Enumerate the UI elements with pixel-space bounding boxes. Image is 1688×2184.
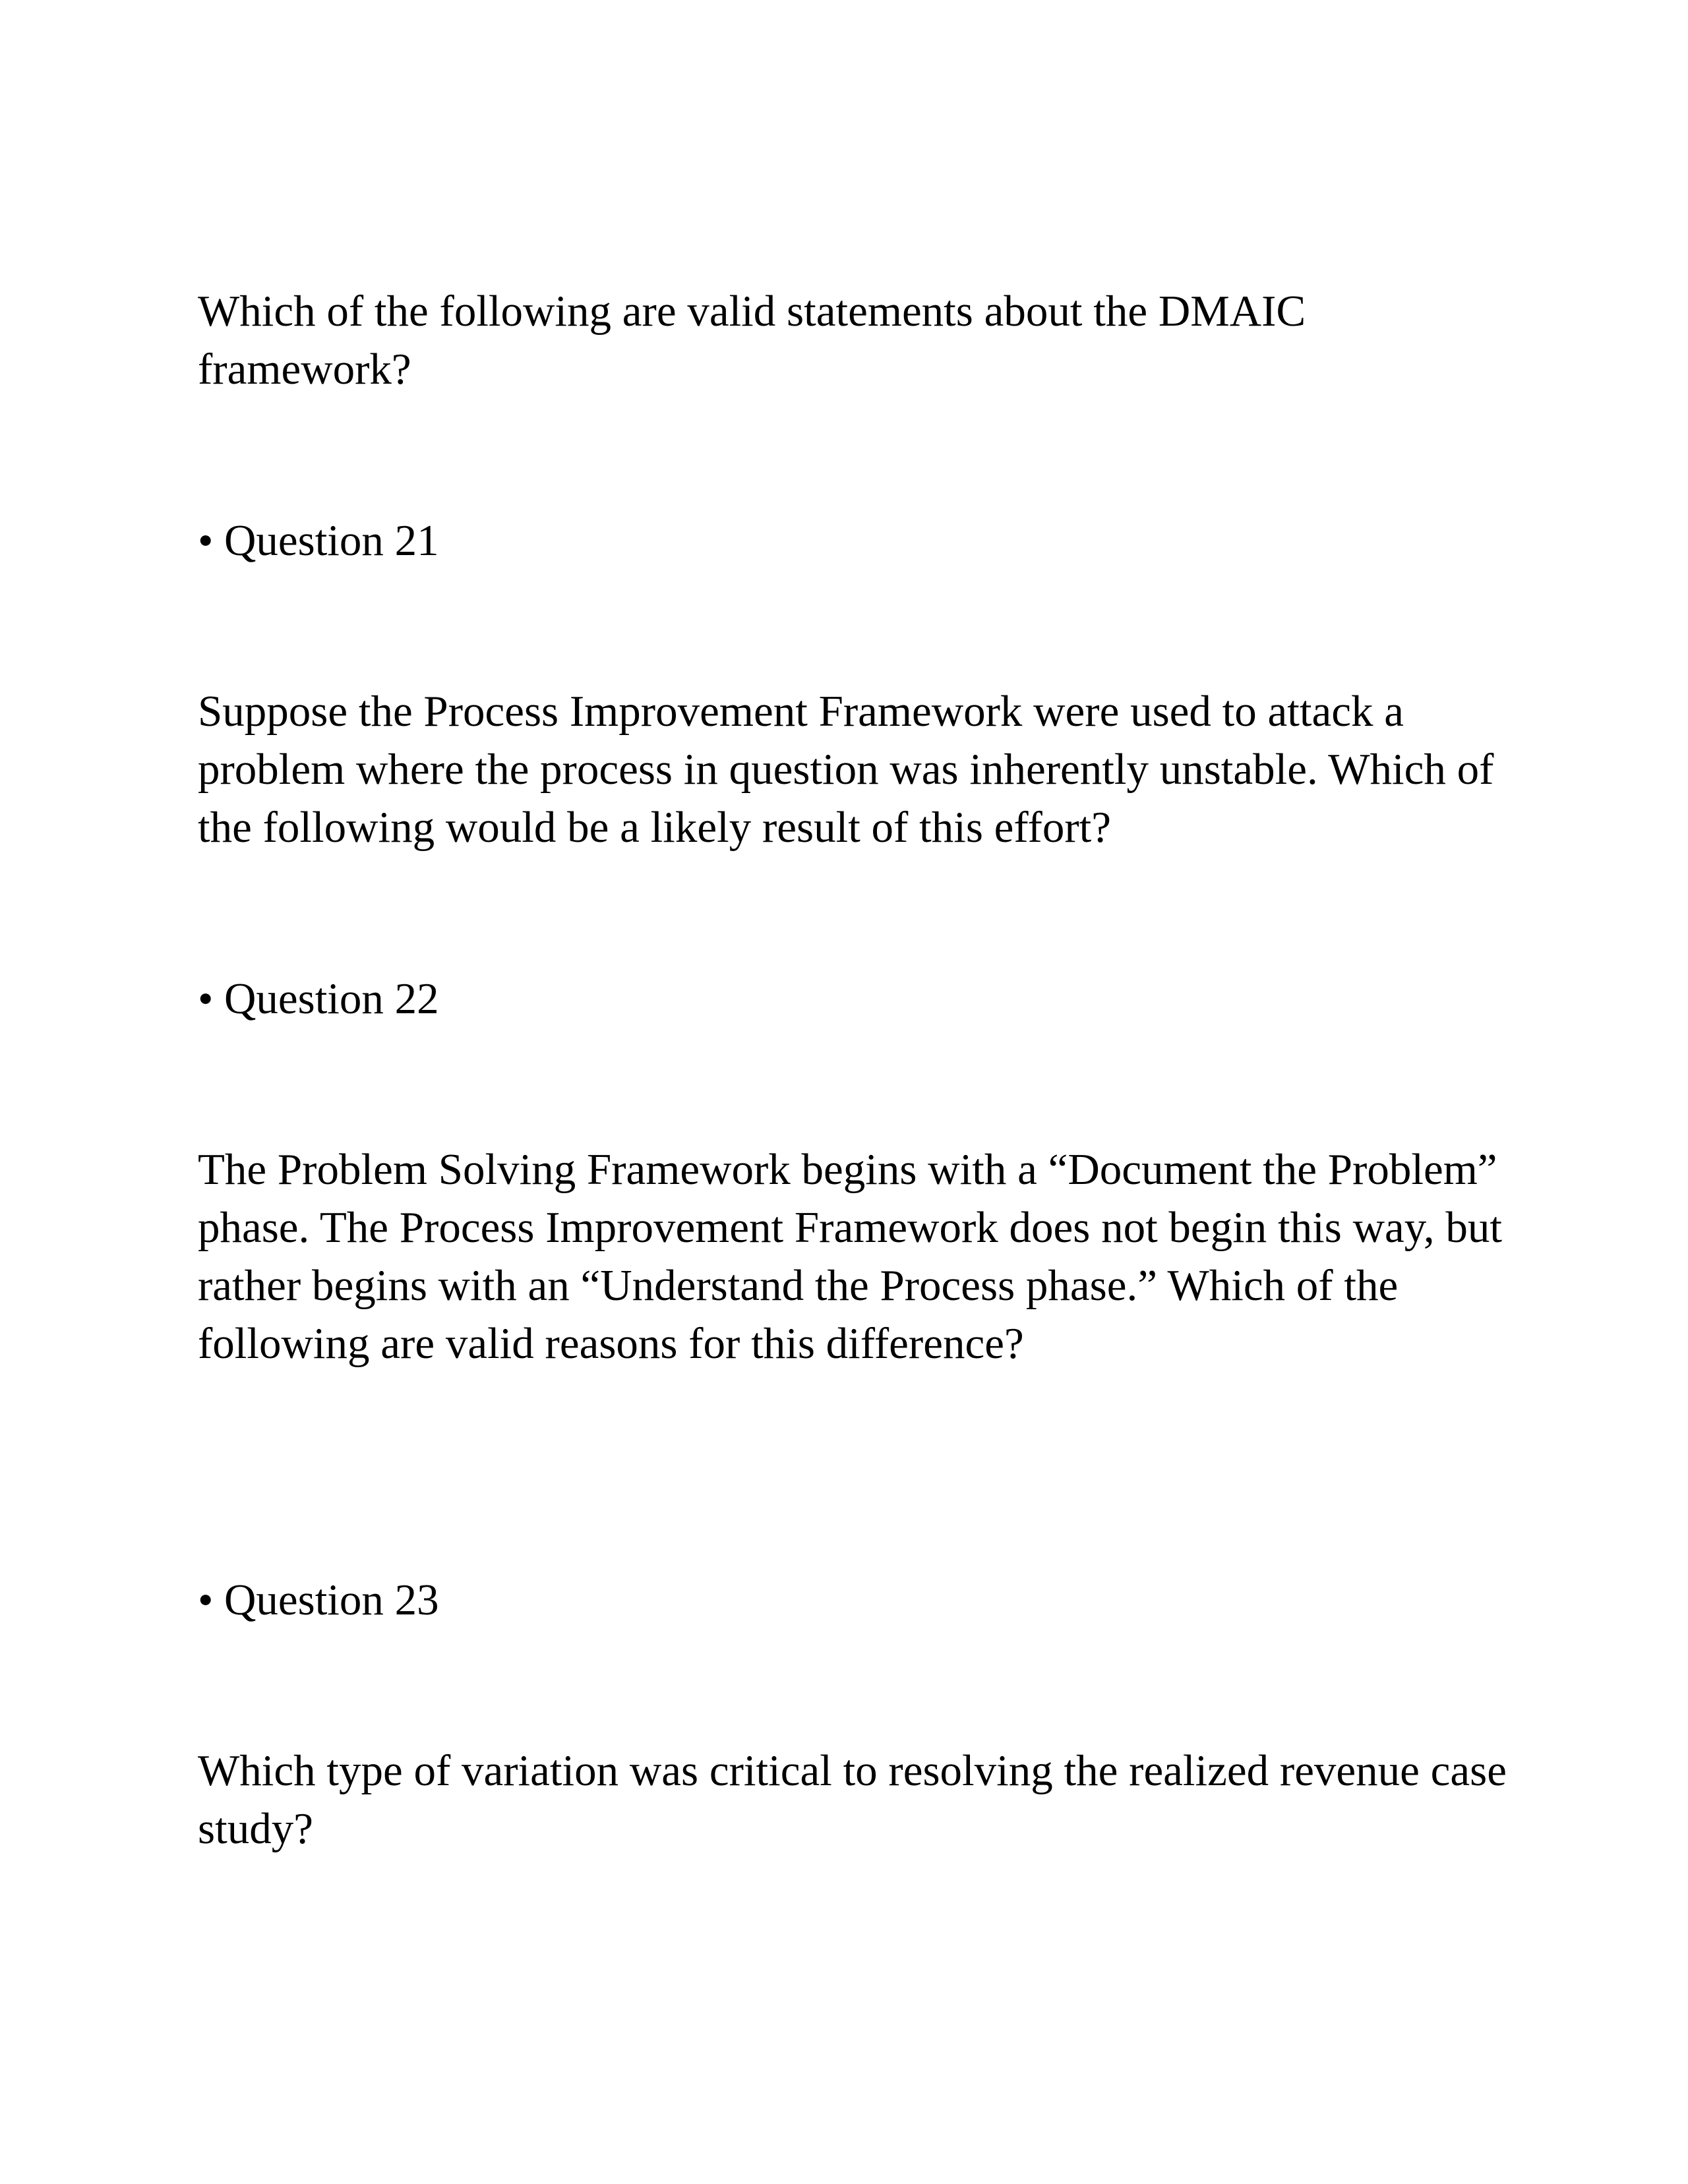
- question-text-variation-type: Which type of variation was critical to resolving the realized revenue case study?: [198, 1746, 1507, 1853]
- bullet-icon: •: [198, 1576, 214, 1624]
- question-23-heading: [198, 1571, 439, 1629]
- question-text-unstable-process: Suppose the Process Improvement Framework were used to attack a problem where the process in question was inherently unstable. Which of the following would be a likely result of this effort?: [198, 687, 1494, 852]
- question-22-label: Question 22: [224, 974, 439, 1023]
- bullet-icon: •: [198, 516, 214, 565]
- question-text-framework-difference: The Problem Solving Framework begins with a “Document the Problem” phase. The Process Improvement Framework does not begin this way, but rather begins with an “Understand the Process phase.” Which of the following are valid reasons for this difference?: [198, 1145, 1502, 1368]
- bullet-icon: •: [198, 974, 214, 1023]
- question-23-label: Question 23: [224, 1576, 439, 1624]
- question-text-dmaic: Which of the following are valid statements about the DMAIC framework?: [198, 287, 1306, 394]
- question-21-heading: [198, 512, 439, 570]
- question-21-label: Question 21: [224, 516, 439, 565]
- question-22-heading: [198, 970, 439, 1028]
